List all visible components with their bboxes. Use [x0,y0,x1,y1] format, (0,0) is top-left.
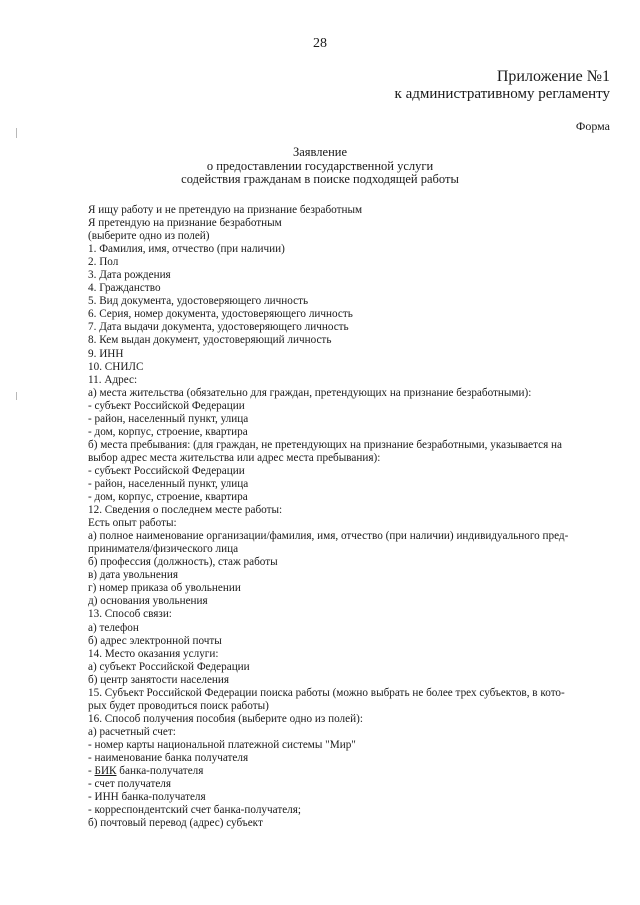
body-line: - район, населенный пункт, улица [88,412,249,425]
body-line: (выберите одно из полей) [88,230,210,243]
body-line: 6. Серия, номер документа, удостоверяющего личность [88,308,353,321]
body-line: д) основания увольнения [88,595,208,608]
heading-line-subject: о предоставлении государственной услуги [206,158,434,173]
body-line: а) места жительства (обязательно для граждан, претендующих на признание безработными): [88,386,532,399]
body-line: 16. Способ получения пособия (выберите одно из полей): [88,712,363,725]
body-line: рых будет проводиться поиск работы) [88,699,269,712]
margin-scan-mark-middle [16,392,17,400]
heading-line-title: Заявление [292,145,347,159]
body-line: а) телефон [88,621,139,634]
body-line: г) номер приказа об увольнении [88,582,241,595]
body-line: б) центр занятости населения [88,673,230,686]
body-line: а) полное наименование организации/фамилия, имя, отчество (при наличии) индивидуального пред- [88,530,569,543]
underlined-term: БИК [94,765,117,778]
body-line: - счет получателя [88,778,172,791]
body-line: б) профессия (должность), стаж работы [88,556,278,569]
body-line: 12. Сведения о последнем месте работы: [88,504,283,517]
body-line: б) места пребывания: (для граждан, не претендующих на признание безработными, указывается на [88,438,562,451]
body-line: 5. Вид документа, удостоверяющего личность [88,295,309,308]
body-line: принимателя/физического лица [88,543,239,556]
body-line: 9. ИНН [88,347,124,360]
body-line: выбор адрес места жительства или адрес места пребывания): [88,451,381,464]
body-line: 11. Адрес: [88,373,138,386]
body-line: 1. Фамилия, имя, отчество (при наличии) [88,243,285,256]
document-heading [0,146,640,187]
heading-line-service: содействия гражданам в поиске подходящей работы [181,172,459,186]
body-line: 14. Место оказания услуги: [88,647,219,660]
body-line: 7. Дата выдачи документа, удостоверяющего личность [88,321,349,334]
form-label: Форма [575,119,610,133]
body-line: - номер карты национальной платежной системы "Мир" [88,738,356,751]
body-line: Есть опыт работы: [88,517,177,530]
page-number: 28 [313,36,327,51]
body-line: - корреспондентский счет банка-получателя; [88,804,302,817]
application-body [88,204,608,830]
body-line: а) субъект Российской Федерации [88,660,250,673]
body-line: в) дата увольнения [88,569,178,582]
body-line: - район, населенный пункт, улица [88,477,249,490]
body-line: б) адрес электронной почты [88,634,222,647]
body-line: Я претендую на признание безработным [88,217,282,230]
body-line: - наименование банка получателя [88,751,249,764]
body-line: Я ищу работу и не претендую на признание безработным [88,204,363,216]
body-line: - БИК банка-получателя [88,765,204,778]
body-line: 2. Пол [88,256,119,269]
margin-scan-mark-top [16,128,17,138]
body-line: - субъект Российской Федерации [88,399,245,412]
body-line: б) почтовый перевод (адрес) субъект [88,817,263,830]
body-line: 10. СНИЛС [88,360,144,373]
body-line: 4. Гражданство [88,282,161,295]
body-line: - дом, корпус, строение, квартира [88,425,248,438]
body-line: 15. Субъект Российской Федерации поиска работы (можно выбрать не более трех субъектов, в кото- [88,686,565,699]
body-line: 13. Способ связи: [88,608,172,621]
appendix-subtitle: к административному регламенту [394,86,610,102]
body-line: 8. Кем выдан документ, удостоверяющий личность [88,334,332,347]
body-line: - ИНН банка-получателя [88,791,206,804]
body-line: 3. Дата рождения [88,269,171,282]
body-line: - субъект Российской Федерации [88,464,245,477]
appendix-title: Приложение №1 [496,68,610,85]
body-line: а) расчетный счет: [88,725,176,738]
body-line: - дом, корпус, строение, квартира [88,491,248,504]
